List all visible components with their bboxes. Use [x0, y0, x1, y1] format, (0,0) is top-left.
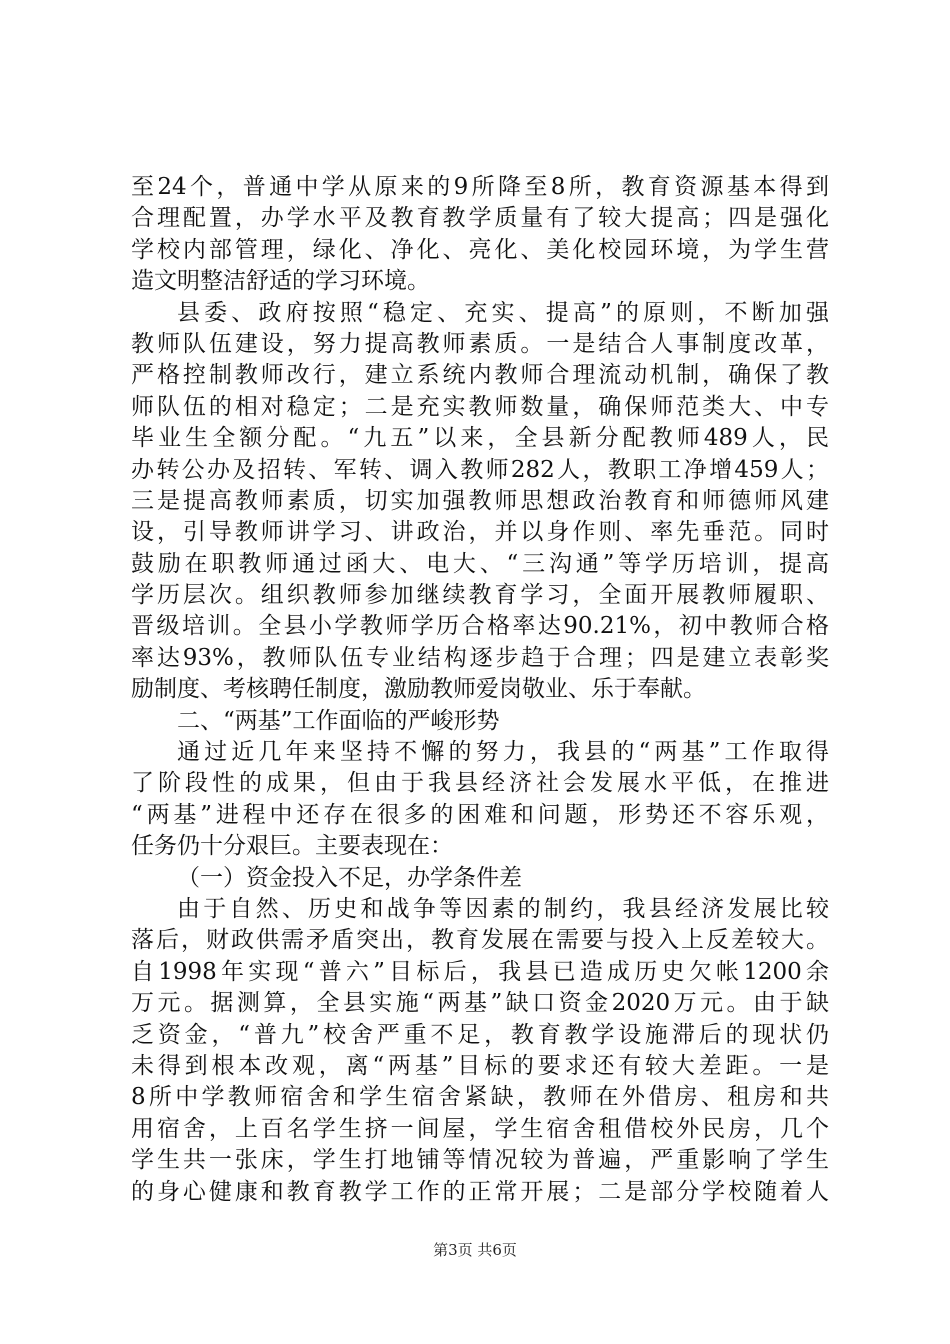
text-line: 县委、政府按照“稳定、充实、提高”的原则，不断加强: [177, 299, 829, 326]
text-line: 学生共一张床，学生打地铺等情况较为普遍，严重影响了学生: [131, 1147, 829, 1174]
text-line: 通过近几年来坚持不懈的努力，我县的“两基”工作取得: [177, 739, 829, 766]
subsection-heading: （一）资金投入不足，办学条件差: [177, 864, 522, 891]
text-line: 教师队伍建设，努力提高教师素质。一是结合人事制度改革，: [131, 330, 829, 357]
text-line: 了阶段性的成果，但由于我县经济社会发展水平低，在推进: [131, 770, 829, 797]
page-number-footer: 第3页 共6页: [433, 1241, 517, 1259]
text-line: 至24个，普通中学从原来的9所降至8所，教育资源基本得到: [131, 174, 829, 200]
text-line: 鼓励在职教师通过函大、电大、“三沟通”等学历培训，提高: [131, 550, 829, 577]
text-line: 由于自然、历史和战争等因素的制约，我县经济发展比较: [177, 895, 829, 922]
text-line: 任务仍十分艰巨。主要表现在：: [131, 833, 453, 860]
text-line: 毕业生全额分配。“九五”以来，全县新分配教师489人，民: [131, 425, 829, 452]
text-line: 严格控制教师改行，建立系统内教师合理流动机制，确保了教: [131, 362, 829, 389]
text-line: 未得到根本改观，离“两基”目标的要求还有较大差距。一是: [131, 1052, 829, 1079]
text-line: 励制度、考核聘任制度，激励教师爱岗敬业、乐于奉献。: [131, 676, 706, 703]
text-line: 万元。据测算，全县实施“两基”缺口资金2020万元。由于缺: [131, 990, 829, 1017]
text-line: 自1998年实现“普六”目标后，我县已造成历史欠帐1200余: [131, 958, 829, 985]
text-line: 设，引导教师讲学习、讲政治，并以身作则、率先垂范。同时: [131, 519, 829, 546]
text-line: 落后，财政供需矛盾突出，教育发展在需要与投入上反差较大。: [131, 927, 829, 954]
text-line: 办转公办及招转、军转、调入教师282人，教职工净增459人；: [131, 456, 829, 483]
text-line: 的身心健康和教育教学工作的正常开展；二是部分学校随着人: [131, 1178, 829, 1205]
document-body: [131, 172, 829, 1208]
text-line: 率达93%，教师队伍专业结构逐步趋于合理；四是建立表彰奖: [131, 644, 829, 671]
text-line: 造文明整洁舒适的学习环境。: [131, 268, 430, 295]
text-line: 乏资金，“普九”校舍严重不足，教育教学设施滞后的现状仍: [131, 1021, 829, 1048]
text-line: 8所中学教师宿舍和学生宿舍紧缺，教师在外借房、租房和共: [131, 1084, 829, 1111]
text-line: 学历层次。组织教师参加继续教育学习，全面开展教师履职、: [131, 582, 829, 609]
text-line: 学校内部管理，绿化、净化、亮化、美化校园环境，为学生营: [131, 236, 829, 263]
text-line: 合理配置，办学水平及教育教学质量有了较大提高；四是强化: [131, 205, 829, 232]
text-line: 晋级培训。全县小学教师学历合格率达90.21%，初中教师合格: [131, 613, 829, 640]
section-heading: 二、“两基”工作面临的严峻形势: [177, 707, 500, 734]
text-line: “两基”进程中还存在很多的困难和问题，形势还不容乐观，: [131, 801, 829, 828]
text-line: 用宿舍，上百名学生挤一间屋，学生宿舍租借校外民房，几个: [131, 1115, 829, 1142]
text-line: 师队伍的相对稳定；二是充实教师数量，确保师范类大、中专: [131, 393, 829, 420]
text-line: 三是提高教师素质，切实加强教师思想政治教育和师德师风建: [131, 487, 829, 514]
